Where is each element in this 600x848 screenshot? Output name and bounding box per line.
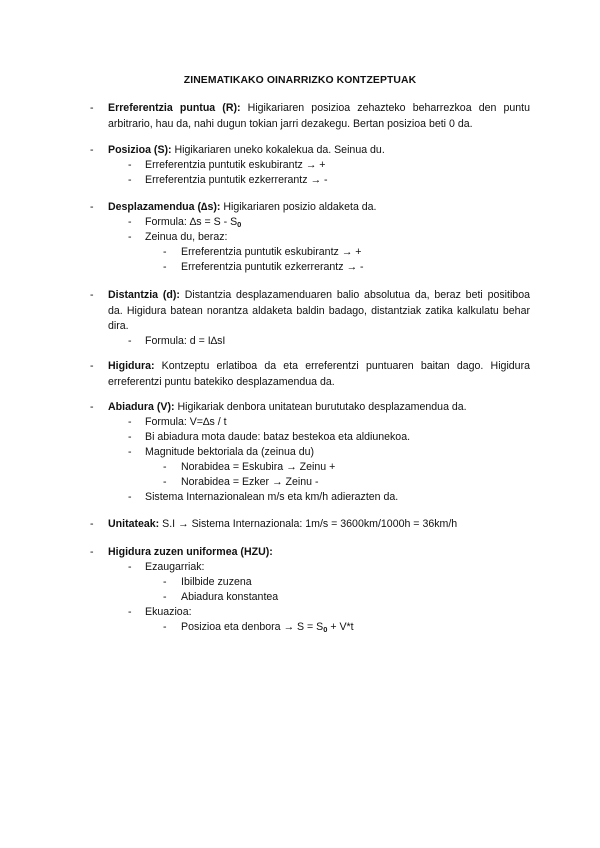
distantzia-paragraph — [108, 288, 530, 335]
bullet: - — [163, 621, 167, 633]
list-item — [0, 445, 600, 460]
term-erreferentzia: Erreferentzia puntua (R): — [108, 102, 241, 114]
list-item-text: Ibilbide zuzena — [181, 576, 252, 588]
list-item — [0, 560, 600, 575]
abiadura-text: Higikariak denbora unitatean burututako desplazamendua da. — [174, 401, 467, 413]
list-item — [0, 590, 600, 605]
list-item — [0, 415, 600, 430]
list-item-text: Norabidea = Eskubira → Zeinu + — [181, 461, 336, 473]
bullet: - — [90, 401, 94, 413]
abiadura-line — [108, 400, 467, 415]
desplazamendua-row — [0, 200, 600, 215]
list-item-text: Ezaugarriak: — [145, 561, 205, 573]
list-item — [0, 475, 600, 490]
bullet: - — [163, 461, 167, 473]
bullet: - — [128, 216, 132, 228]
term-unitateak: Unitateak: — [108, 518, 160, 530]
erreferentzia-paragraph — [108, 101, 530, 132]
bullet: - — [128, 446, 132, 458]
bullet: - — [90, 102, 94, 114]
list-item — [0, 575, 600, 590]
list-item — [0, 620, 600, 635]
list-item-text: Magnitude bektoriala da (zeinua du) — [145, 446, 315, 458]
formula-subscript: 0 — [237, 220, 242, 229]
abiadura-row — [0, 400, 600, 415]
list-item — [0, 215, 600, 230]
term-desplazamendua: Desplazamendua (∆s): — [108, 201, 221, 213]
hzu-row — [0, 545, 600, 560]
unitateak-row — [0, 517, 600, 532]
unitateak-line — [108, 517, 457, 532]
bullet: - — [90, 144, 94, 156]
list-item-text: Sistema Internazionalean m/s eta km/h adierazten da. — [145, 491, 399, 503]
term-posizioa: Posizioa (S): — [108, 144, 172, 156]
posizioa-line — [108, 143, 385, 158]
bullet: - — [163, 576, 167, 588]
posizioa-row — [0, 143, 600, 158]
bullet: - — [163, 261, 167, 273]
bullet: - — [90, 546, 94, 558]
list-item-text: Norabidea = Ezker → Zeinu - — [181, 476, 319, 488]
list-item — [0, 245, 600, 260]
list-item — [0, 430, 600, 445]
bullet: - — [128, 606, 132, 618]
list-item-text: Ekuazioa: — [145, 606, 192, 618]
higidura-text: Kontzeptu erlatiboa da eta erreferentzi puntuaren baitan dago. Higidura erreferentzi puntu batekiko desplazamendua da. — [108, 360, 530, 388]
term-hzu: Higidura zuzen uniformea (HZU): — [108, 546, 273, 558]
formula-abiadura: Formula: V=∆s / t — [145, 416, 227, 428]
equation-prefix: Posizioa eta denbora → S = S — [181, 621, 324, 633]
bullet: - — [163, 591, 167, 603]
term-higidura: Higidura: — [108, 360, 155, 372]
list-item — [0, 334, 600, 349]
list-item — [0, 260, 600, 275]
bullet: - — [163, 476, 167, 488]
bullet: - — [128, 431, 132, 443]
list-item-text: Zeinua du, beraz: — [145, 231, 228, 243]
bullet: - — [90, 360, 94, 372]
bullet: - — [128, 159, 132, 171]
term-abiadura: Abiadura (V): — [108, 401, 175, 413]
equation-suffix: + V*t — [327, 621, 354, 633]
bullet: - — [128, 416, 132, 428]
formula-distantzia: Formula: d = I∆sI — [145, 335, 226, 347]
bullet: - — [128, 174, 132, 186]
section-abiadura — [0, 400, 600, 505]
formula-desplazamendua — [145, 215, 241, 230]
term-distantzia: Distantzia (d): — [108, 289, 180, 301]
list-item — [0, 158, 600, 173]
equation-hzu — [181, 620, 354, 635]
bullet: - — [90, 518, 94, 530]
hzu-line — [108, 545, 273, 560]
list-item-text: Erreferentzia puntutik ezkerrerantz → - — [145, 174, 328, 186]
distantzia-text: Distantzia desplazamenduaren balio absolutua da, beraz beti positiboa da. Higidura batean norantza aldaketa baldin badago, distantziak zatika kalkulatu behar dira. — [108, 289, 530, 332]
list-item — [0, 230, 600, 245]
bullet: - — [90, 289, 94, 301]
list-item-text: Abiadura konstantea — [181, 591, 279, 603]
section-hzu — [0, 545, 600, 635]
section-unitateak — [0, 517, 600, 532]
desplazamendua-text: Higikariaren posizio aldaketa da. — [220, 201, 377, 213]
section-desplazamendua — [0, 200, 600, 275]
list-item-text: Erreferentzia puntutik eskubirantz → + — [181, 246, 362, 258]
unitateak-text: S.I → Sistema Internazionala: 1m/s = 3600km/1000h = 36km/h — [159, 518, 458, 530]
list-item-text: Erreferentzia puntutik eskubirantz → + — [145, 159, 326, 171]
higidura-paragraph — [108, 359, 530, 390]
equation-subscript: 0 — [323, 625, 328, 634]
list-item-text: Bi abiadura mota daude: bataz bestekoa eta aldiunekoa. — [145, 431, 411, 443]
document-title: ZINEMATIKAKO OINARRIZKO KONTZEPTUAK — [183, 75, 417, 86]
list-item — [0, 605, 600, 620]
bullet: - — [128, 561, 132, 573]
list-item-text: Erreferentzia puntutik ezkerrerantz → - — [181, 261, 364, 273]
bullet: - — [90, 201, 94, 213]
desplazamendua-line — [108, 200, 377, 215]
bullet: - — [128, 231, 132, 243]
bullet: - — [128, 491, 132, 503]
list-item — [0, 460, 600, 475]
bullet: - — [128, 335, 132, 347]
list-item — [0, 173, 600, 188]
erreferentzia-text: Higikariaren posizioa zehazteko beharrezkoa den puntu arbitrario, hau da, nahi dugun tokian jarri dezakegu. Bertan posizioa beti 0 da. — [108, 102, 530, 130]
posizioa-text: Higikariaren uneko kokalekua da. Seinua du. — [171, 144, 385, 156]
bullet: - — [163, 246, 167, 258]
list-item — [0, 490, 600, 505]
formula-text: Formula: ∆s = S - S — [145, 216, 238, 228]
section-posizioa — [0, 143, 600, 188]
